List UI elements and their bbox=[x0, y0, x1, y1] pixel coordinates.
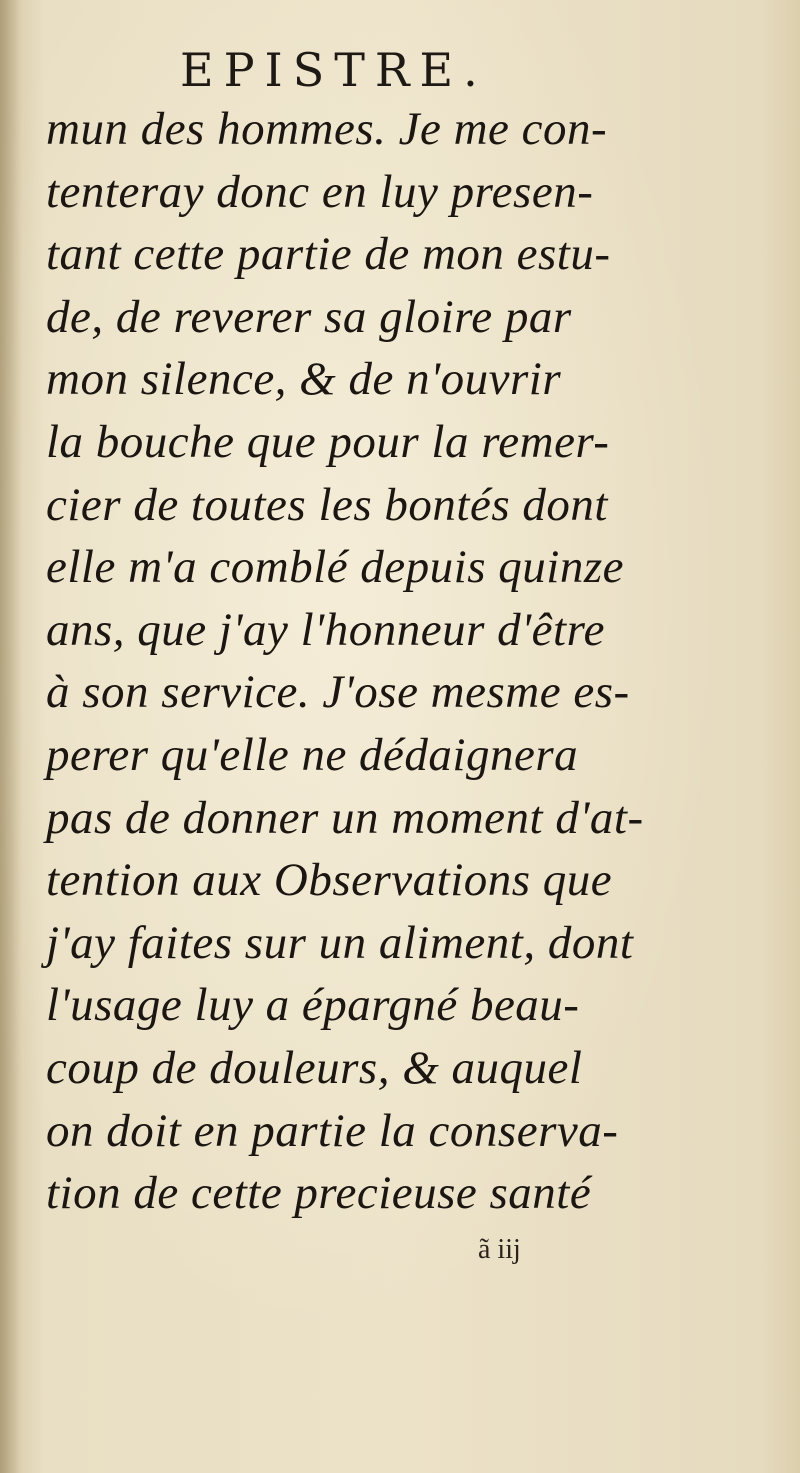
text-line: à son service. J'ose mesme es- bbox=[46, 666, 630, 719]
text-line: pas de donner un moment d'at- bbox=[46, 791, 644, 844]
text-line: elle m'a comblé depuis quinze bbox=[46, 541, 624, 594]
text-line: de, de reverer sa gloire par bbox=[46, 290, 572, 343]
text-line: la bouche que pour la remer- bbox=[46, 415, 610, 468]
text-line: cier de toutes les bontés dont bbox=[46, 478, 608, 531]
gutter-shadow bbox=[0, 0, 22, 1473]
text-line: tant cette partie de mon estu- bbox=[46, 228, 611, 281]
text-line: mon silence, & de n'ouvrir bbox=[46, 353, 562, 406]
text-line: l'usage luy a épargné beau- bbox=[46, 979, 580, 1032]
text-line: tenteray donc en luy presen- bbox=[46, 165, 594, 218]
body-text bbox=[46, 98, 696, 1225]
text-line: tion de cette precieuse santé bbox=[46, 1167, 592, 1220]
text-line: perer qu'elle ne dédaignera bbox=[46, 728, 579, 781]
text-line: coup de douleurs, & auquel bbox=[46, 1041, 583, 1094]
running-head: EPISTRE. bbox=[180, 43, 488, 97]
text-line: mun des hommes. Je me con- bbox=[46, 103, 608, 155]
text-line: tention aux Observations que bbox=[46, 854, 613, 907]
text-line: ans, que j'ay l'honneur d'être bbox=[46, 603, 606, 656]
text-line: j'ay faites sur un aliment, dont bbox=[46, 916, 634, 969]
signature-mark: ã iij bbox=[478, 1234, 521, 1265]
text-line: on doit en partie la conserva- bbox=[46, 1104, 619, 1157]
